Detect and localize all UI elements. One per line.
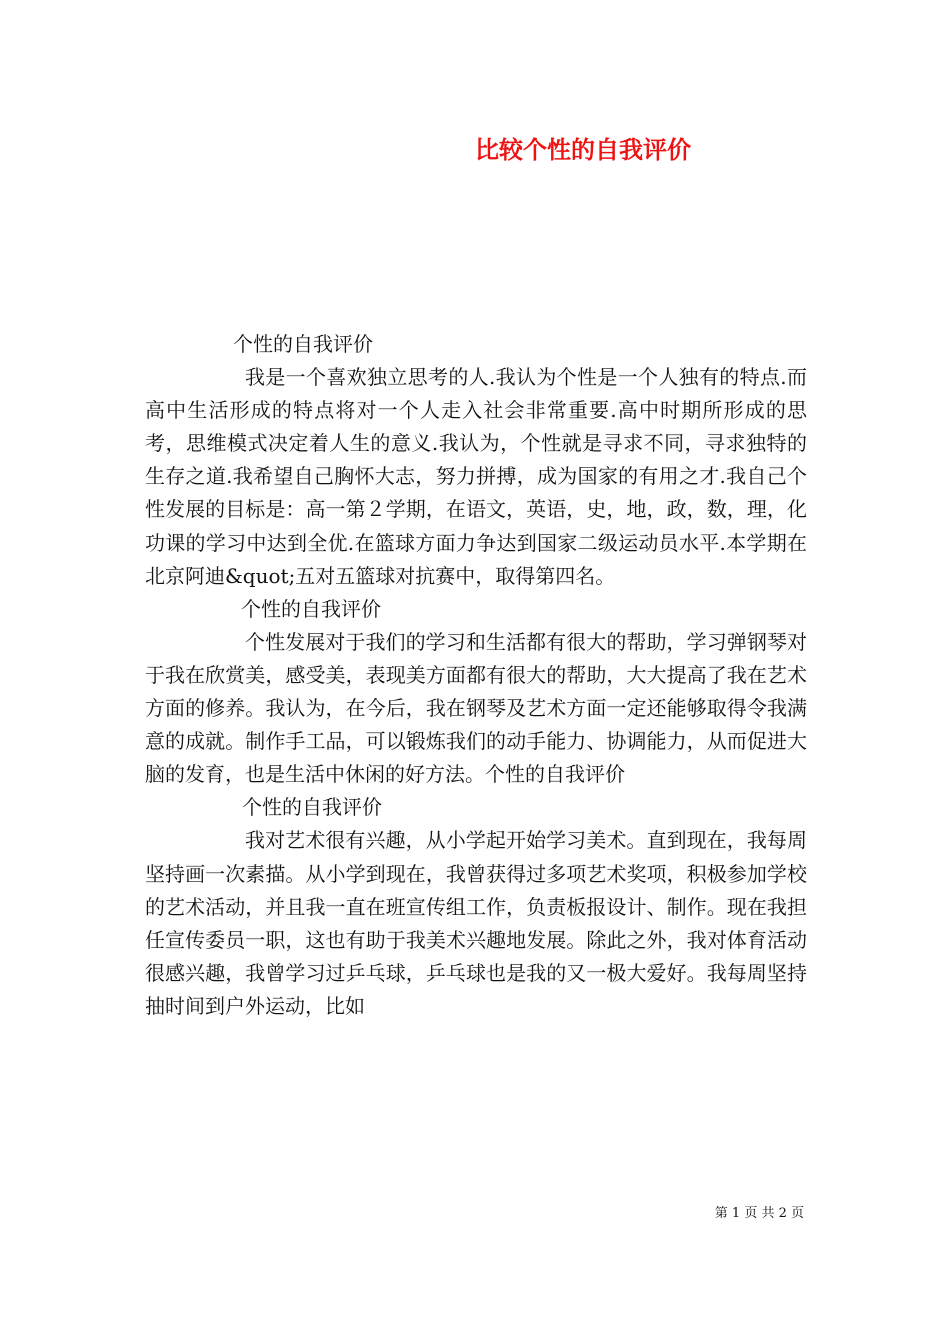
- section-paragraph: 我对艺术很有兴趣，从小学起开始学习美术。直到现在，我每周坚持画一次素描。从小学到现在，我曾获得过多项艺术奖项，积极参加学校的艺术活动，并且我一直在班宣传组工作，负责板报设计、制作。现在我担任宣传委员一职，这也有助于我美术兴趣地发展。除此之外，我对体育活动很感兴趣，我曾学习过乒乓球，乒乓球也是我的又一极大爱好。我每周坚持抽时间到户外运动，比如: [145, 828, 807, 1018]
- section-heading: 个性的自我评价: [242, 795, 382, 820]
- section-paragraph: 个性发展对于我们的学习和生活都有很大的帮助，学习弹钢琴对于我在欣赏美，感受美，表现美方面都有很大的帮助，大大提高了我在艺术方面的修养。我认为，在今后，我在钢琴及艺术方面一定还能够取得令我满意的成就。制作手工品，可以锻炼我们的动手能力、协调能力，从而促进大脑的发育，也是生活中休闲的好方法。个性的自我评价: [145, 629, 807, 787]
- document-title: 比较个性的自我评价: [475, 135, 691, 164]
- document-body: [145, 328, 807, 1023]
- page-number: 第 1 页 共 2 页: [714, 1206, 804, 1221]
- section-heading: 个性的自我评价: [233, 332, 373, 356]
- section-heading: 个性的自我评价: [241, 596, 381, 621]
- section-paragraph: 我是一个喜欢独立思考的人.我认为个性是一个人独有的特点.而高中生活形成的特点将对一个人走入社会非常重要.高中时期所形成的思考，思维模式决定着人生的意义.我认为，个性就是寻求不同，寻求独特的生存之道.我希望自己胸怀大志，努力拼搏，成为国家的有用之才.我自己个性发展的目标是：高一第２学期，在语文，英语，史，地，政，数，理，化功课的学习中达到全优.在篮球方面力争达到国家二级运动员水平.本学期在北京阿迪&quot;五对五篮球对抗赛中，取得第四名。: [145, 365, 807, 588]
